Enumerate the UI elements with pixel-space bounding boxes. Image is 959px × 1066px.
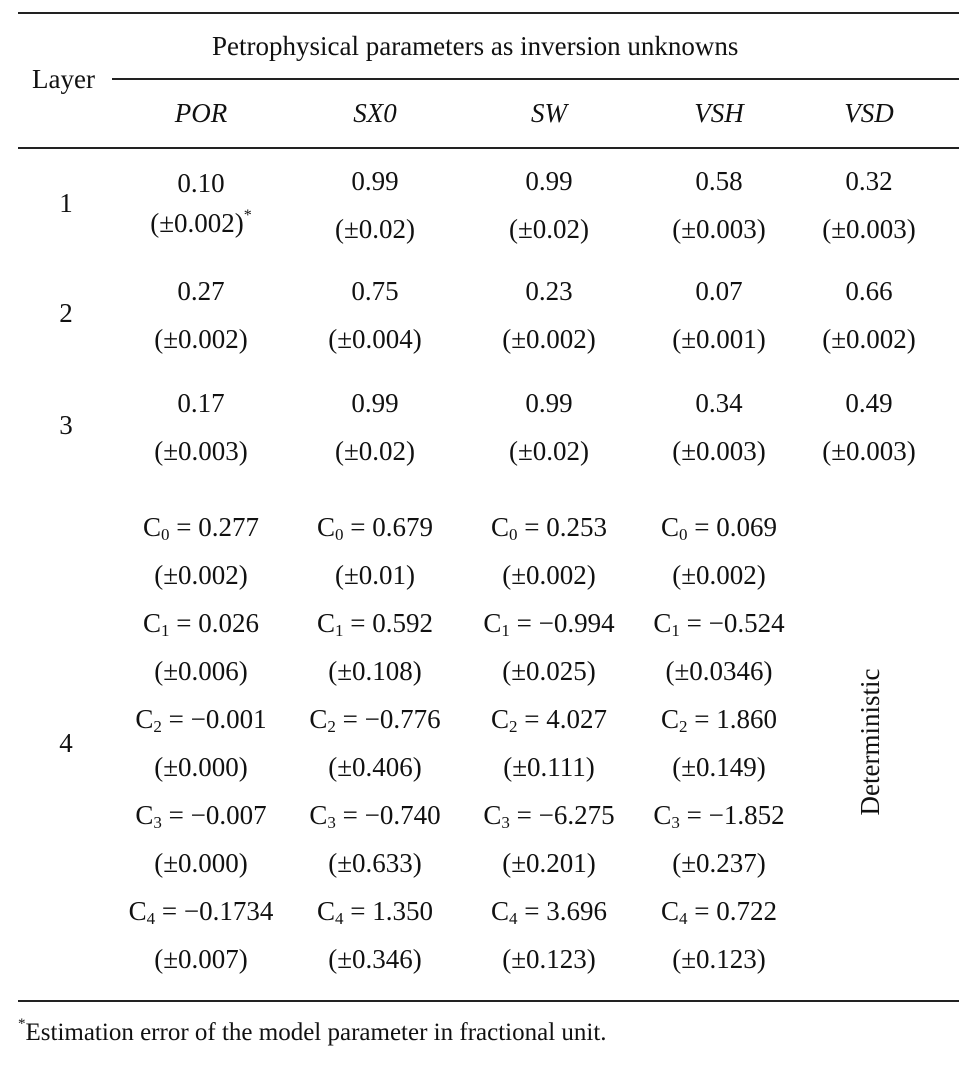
- coefficient-error: (±0.123): [502, 944, 596, 974]
- group-header: Petrophysical parameters as inversion unknowns: [212, 31, 739, 61]
- coefficient-error: (±0.000): [154, 752, 248, 782]
- coefficient-error: (±0.006): [154, 656, 248, 686]
- coefficient-index: 3: [153, 813, 162, 832]
- table-cell-value: 0.27: [177, 276, 225, 306]
- coefficient-index: 0: [335, 525, 344, 544]
- coefficient-number: = −6.275: [516, 800, 615, 830]
- coefficient-value: [661, 896, 777, 926]
- coefficient-letter: C: [135, 704, 154, 734]
- table-bottom-rule: [18, 1000, 959, 1002]
- column-header-sw: SW: [531, 98, 567, 128]
- coefficient-index: 4: [146, 909, 156, 928]
- coefficient-letter: C: [309, 800, 328, 830]
- table-cell-value: 0.99: [351, 388, 399, 418]
- coefficient-letter: C: [661, 512, 680, 542]
- footnote: [18, 1018, 607, 1048]
- coefficient-number: = −0.994: [516, 608, 615, 638]
- coefficient-index: 2: [509, 717, 518, 736]
- coefficient-value: [135, 704, 266, 734]
- coefficient-number: = −0.001: [168, 704, 267, 734]
- table-cell-value: 0.58: [695, 166, 743, 196]
- layer-number: 2: [59, 298, 73, 328]
- coefficient-number: = 1.350: [350, 896, 433, 926]
- coefficient-number: = −0.524: [686, 608, 785, 638]
- coefficient-index: 2: [153, 717, 162, 736]
- coefficient-number: = 4.027: [524, 704, 607, 734]
- coefficient-error: (±0.002): [672, 560, 766, 590]
- table-cell-value: 0.75: [351, 276, 399, 306]
- table-cell-value: 0.34: [695, 388, 743, 418]
- column-header-vsh: VSH: [694, 98, 744, 128]
- table-cell-error: (±0.002): [154, 324, 248, 354]
- coefficient-letter: C: [483, 800, 502, 830]
- table-cell-error: (±0.02): [508, 436, 590, 466]
- coefficient-letter: C: [317, 896, 336, 926]
- coefficient-error: (±0.007): [154, 944, 248, 974]
- coefficient-index: 0: [509, 525, 518, 544]
- coefficient-number: = −0.1734: [161, 896, 274, 926]
- coefficient-number: = 1.860: [694, 704, 777, 734]
- table-cell-error: (±0.003): [822, 436, 916, 466]
- layer-number: 1: [59, 188, 73, 218]
- table-cell-value: 0.23: [525, 276, 573, 306]
- table-cell-value: 0.99: [525, 166, 573, 196]
- footnote-marker: *: [18, 1016, 26, 1032]
- coefficient-error: (±0.123): [672, 944, 766, 974]
- coefficient-letter: C: [317, 608, 336, 638]
- coefficient-value: [491, 896, 607, 926]
- coefficient-letter: C: [309, 704, 328, 734]
- coefficient-error: (±0.237): [672, 848, 766, 878]
- coefficient-value: [135, 800, 266, 830]
- coefficient-number: = 0.069: [694, 512, 777, 542]
- coefficient-letter: C: [491, 896, 510, 926]
- column-header-por: POR: [174, 98, 228, 128]
- header-group-rule: [112, 78, 959, 80]
- coefficient-index: 2: [679, 717, 688, 736]
- coefficient-value: [483, 800, 614, 830]
- table-cell-value: 0.66: [845, 276, 893, 306]
- coefficient-letter: C: [128, 896, 147, 926]
- coefficient-value: [309, 800, 440, 830]
- table-cell-error: (±0.02): [334, 214, 416, 244]
- coefficient-letter: C: [135, 800, 154, 830]
- coefficient-index: 1: [335, 621, 344, 640]
- table-cell-error: (±0.003): [672, 214, 766, 244]
- coefficient-letter: C: [483, 608, 502, 638]
- coefficient-value: [129, 896, 274, 926]
- coefficient-index: 3: [327, 813, 336, 832]
- layer-number: 3: [59, 410, 73, 440]
- coefficient-letter: C: [653, 800, 672, 830]
- column-header-vsd: VSD: [844, 98, 894, 128]
- coefficient-letter: C: [661, 704, 680, 734]
- coefficient-index: 1: [501, 621, 510, 640]
- coefficient-letter: C: [143, 608, 162, 638]
- coefficient-index: 2: [327, 717, 336, 736]
- coefficient-index: 0: [679, 525, 688, 544]
- table-cell-error: (±0.004): [328, 324, 422, 354]
- coefficient-index: 3: [671, 813, 680, 832]
- coefficient-number: = 0.592: [350, 608, 433, 638]
- coefficient-value: [491, 704, 607, 734]
- coefficient-index: 4: [679, 909, 688, 928]
- deterministic-note: Deterministic: [855, 668, 885, 816]
- coefficient-number: = 0.253: [524, 512, 607, 542]
- coefficient-value: [653, 800, 784, 830]
- coefficient-index: 1: [671, 621, 680, 640]
- coefficient-error: (±0.111): [503, 752, 595, 782]
- table-cell-value: 0.17: [177, 388, 225, 418]
- coefficient-number: = 0.277: [176, 512, 259, 542]
- coefficient-value: [491, 512, 607, 542]
- coefficient-index: 4: [509, 909, 518, 928]
- table-top-rule: [18, 12, 959, 14]
- table-cell-error: (±0.002): [502, 324, 596, 354]
- table-cell-error: (±0.002)*: [150, 207, 252, 238]
- coefficient-number: = −0.007: [168, 800, 267, 830]
- coefficient-number: = −0.776: [342, 704, 441, 734]
- footnote-text: Estimation error of the model parameter in fractional unit.: [25, 1019, 607, 1046]
- coefficient-number: = 0.026: [176, 608, 259, 638]
- table-cell-error: (±0.02): [508, 214, 590, 244]
- coefficient-letter: C: [491, 512, 510, 542]
- table-cell-value: 0.49: [845, 388, 893, 418]
- table-cell-error: (±0.002): [822, 324, 916, 354]
- coefficient-value: [143, 608, 259, 638]
- coefficient-letter: C: [653, 608, 672, 638]
- coefficient-value: [661, 512, 777, 542]
- coefficient-number: = 0.722: [694, 896, 777, 926]
- table-cell-value: 0.99: [351, 166, 399, 196]
- coefficient-value: [143, 512, 259, 542]
- coefficient-number: = 3.696: [524, 896, 607, 926]
- coefficient-value: [317, 608, 433, 638]
- coefficient-letter: C: [317, 512, 336, 542]
- coefficient-error: (±0.633): [328, 848, 422, 878]
- table-cell-value: 0.07: [695, 276, 743, 306]
- coefficient-index: 4: [335, 909, 344, 928]
- table-cell-error: (±0.001): [672, 324, 766, 354]
- table-cell-error: (±0.003): [672, 436, 766, 466]
- table-cell-value: 0.99: [525, 388, 573, 418]
- table-cell-value: 0.32: [845, 166, 893, 196]
- coefficient-value: [317, 512, 433, 542]
- coefficient-index: 3: [501, 813, 510, 832]
- coefficient-number: = 0.679: [350, 512, 433, 542]
- table-cell-error: (±0.003): [154, 436, 248, 466]
- coefficient-value: [661, 704, 777, 734]
- coefficient-index: 1: [161, 621, 170, 640]
- coefficient-error: (±0.002): [502, 560, 596, 590]
- coefficient-error: (±0.406): [328, 752, 422, 782]
- coefficient-number: = −1.852: [686, 800, 785, 830]
- coefficient-value: [309, 704, 440, 734]
- coefficient-error: (±0.201): [502, 848, 596, 878]
- coefficient-number: = −0.740: [342, 800, 441, 830]
- coefficient-error: (±0.149): [672, 752, 766, 782]
- coefficient-letter: C: [143, 512, 162, 542]
- layer-number: 4: [59, 728, 73, 758]
- footnote-marker: *: [243, 207, 252, 224]
- coefficient-index: 0: [161, 525, 170, 544]
- coefficient-letter: C: [491, 704, 510, 734]
- coefficient-value: [653, 608, 784, 638]
- coefficient-error: (±0.0346): [665, 656, 773, 686]
- coefficient-error: (±0.002): [154, 560, 248, 590]
- coefficient-error: (±0.108): [328, 656, 422, 686]
- table-cell-error: (±0.02): [334, 436, 416, 466]
- coefficient-error: (±0.000): [154, 848, 248, 878]
- header-bottom-rule: [18, 147, 959, 149]
- coefficient-error: (±0.346): [328, 944, 422, 974]
- coefficient-letter: C: [661, 896, 680, 926]
- table-cell-value: 0.10: [177, 168, 225, 198]
- coefficient-error: (±0.01): [334, 560, 416, 590]
- coefficient-error: (±0.025): [502, 656, 596, 686]
- layer-header: Layer: [32, 64, 95, 94]
- coefficient-value: [317, 896, 433, 926]
- coefficient-value: [483, 608, 614, 638]
- table-cell-error: (±0.003): [822, 214, 916, 244]
- column-header-sx0: SX0: [353, 98, 397, 128]
